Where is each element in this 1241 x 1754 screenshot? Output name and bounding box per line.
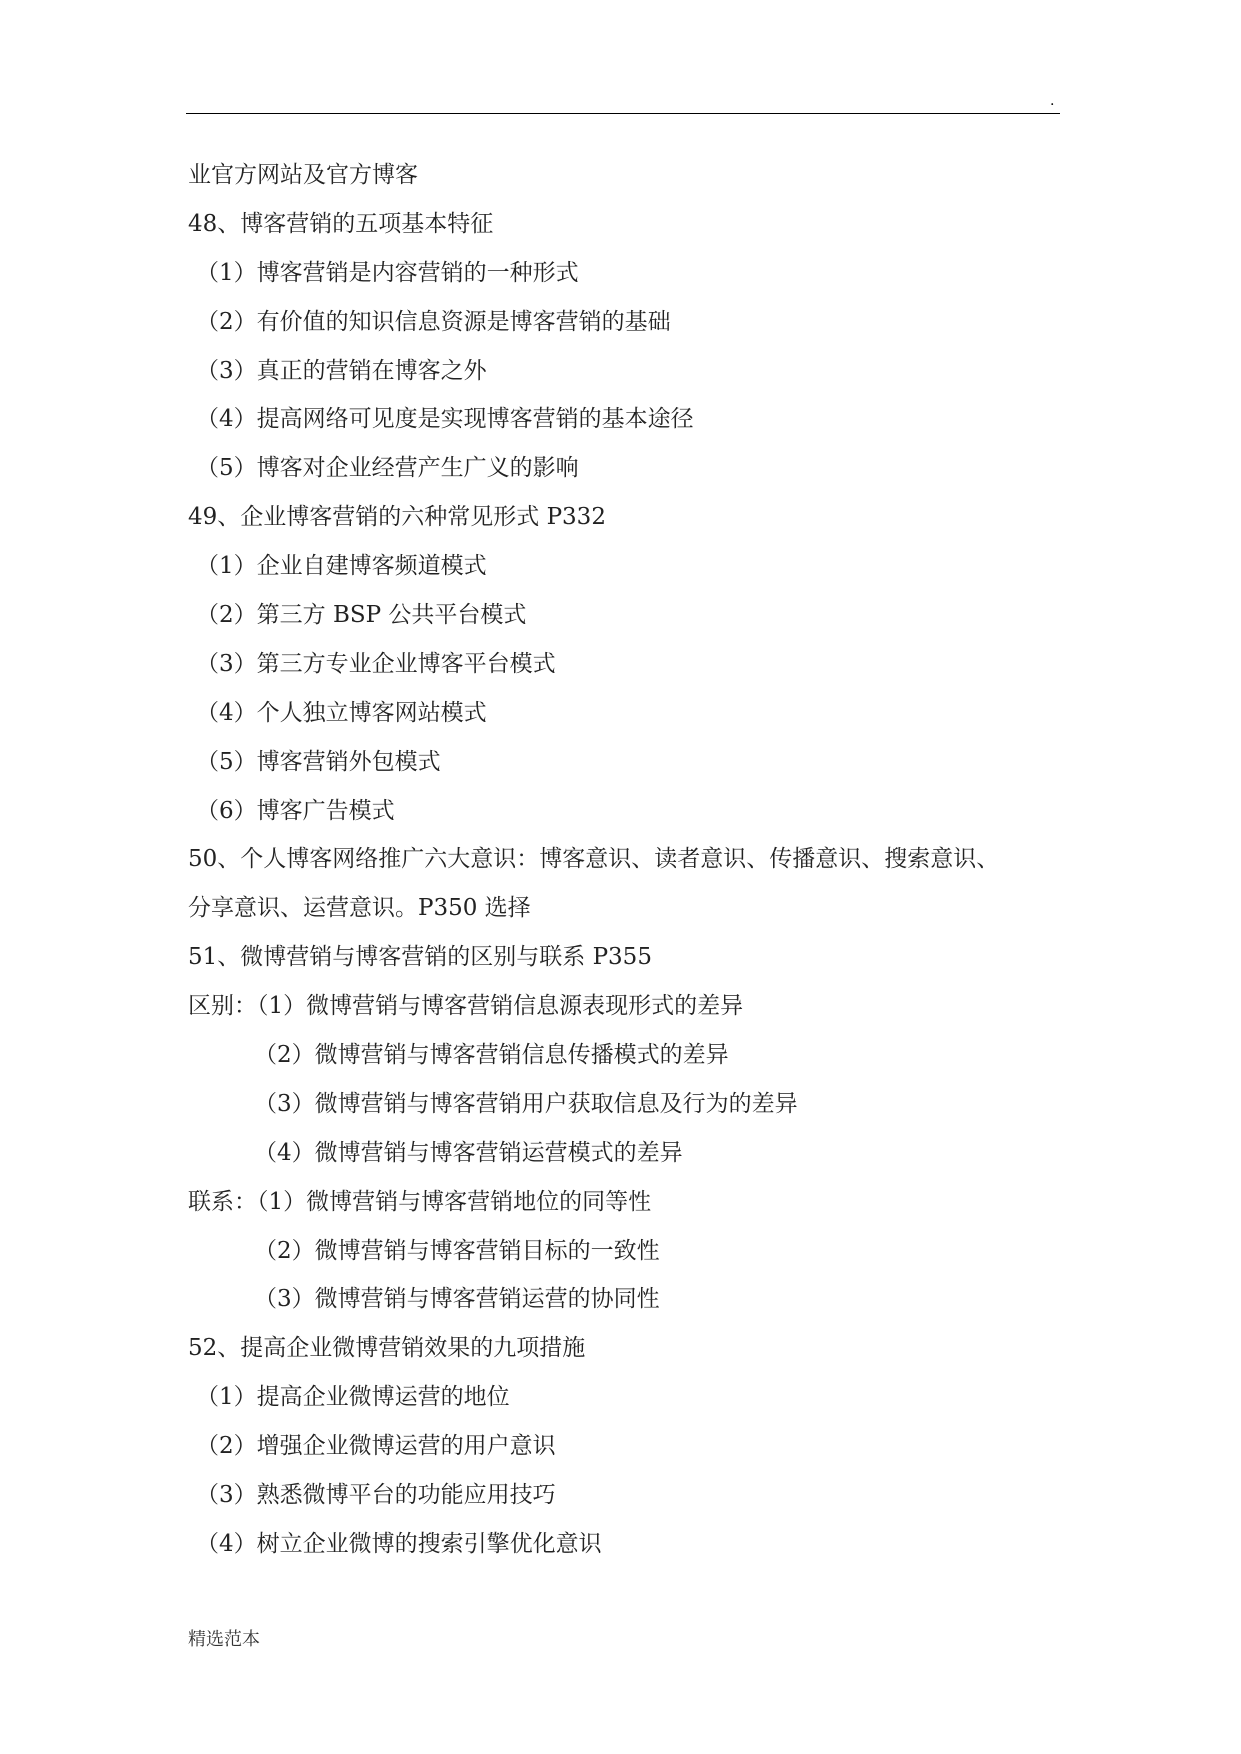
- list-item: （4）个人独立博客网站模式: [196, 699, 487, 726]
- list-item: （3）真正的营销在博客之外: [196, 357, 487, 384]
- list-item: （2）微博营销与博客营销信息传播模式的差异: [254, 1042, 729, 1069]
- header-rule: [186, 113, 1060, 114]
- list-item: （3）微博营销与博客营销运营的协同性: [254, 1286, 660, 1313]
- list-item: （2）第三方 BSP 公共平台模式: [196, 602, 527, 629]
- list-item: （3）第三方专业企业博客平台模式: [196, 650, 556, 677]
- list-item: 联系：（1）微博营销与博客营销地位的同等性: [188, 1188, 652, 1215]
- list-item: （5）博客营销外包模式: [196, 748, 441, 775]
- section-heading-49: 49、企业博客营销的六种常见形式 P332: [188, 504, 606, 531]
- text-line: 业官方网站及官方博客: [188, 162, 418, 188]
- list-item: （3）熟悉微博平台的功能应用技巧: [196, 1482, 556, 1509]
- list-item: （4）提高网络可见度是实现博客营销的基本途径: [196, 406, 694, 433]
- list-item: （1）博客营销是内容营销的一种形式: [196, 259, 579, 286]
- section-heading-51: 51、微博营销与博客营销的区别与联系 P355: [188, 944, 652, 971]
- section-heading-48: 48、博客营销的五项基本特征: [188, 210, 494, 237]
- list-item: （1）企业自建博客频道模式: [196, 553, 487, 580]
- section-heading-52: 52、提高企业微博营销效果的九项措施: [188, 1335, 586, 1362]
- list-item: （5）博客对企业经营产生广义的影响: [196, 455, 579, 482]
- text-line: 分享意识、运营意识。P350 选择: [188, 895, 531, 922]
- footer-text: 精选范本: [188, 1629, 260, 1650]
- list-item: （2）微博营销与博客营销目标的一致性: [254, 1237, 660, 1264]
- list-item: （3）微博营销与博客营销用户获取信息及行为的差异: [254, 1090, 798, 1117]
- list-item: （6）博客广告模式: [196, 797, 395, 824]
- list-item: 区别：（1）微博营销与博客营销信息源表现形式的差异: [188, 993, 744, 1020]
- list-item: （4）微博营销与博客营销运营模式的差异: [254, 1139, 683, 1166]
- list-item: （4）树立企业微博的搜索引擎优化意识: [196, 1530, 602, 1557]
- document-body: [188, 151, 1068, 1569]
- list-item: （2）增强企业微博运营的用户意识: [196, 1433, 556, 1460]
- header-dot: .: [1050, 93, 1055, 109]
- section-heading-50: 50、个人博客网络推广六大意识：博客意识、读者意识、传播意识、搜索意识、: [188, 846, 1000, 873]
- list-item: （2）有价值的知识信息资源是博客营销的基础: [196, 308, 671, 335]
- list-item: （1）提高企业微博运营的地位: [196, 1384, 510, 1411]
